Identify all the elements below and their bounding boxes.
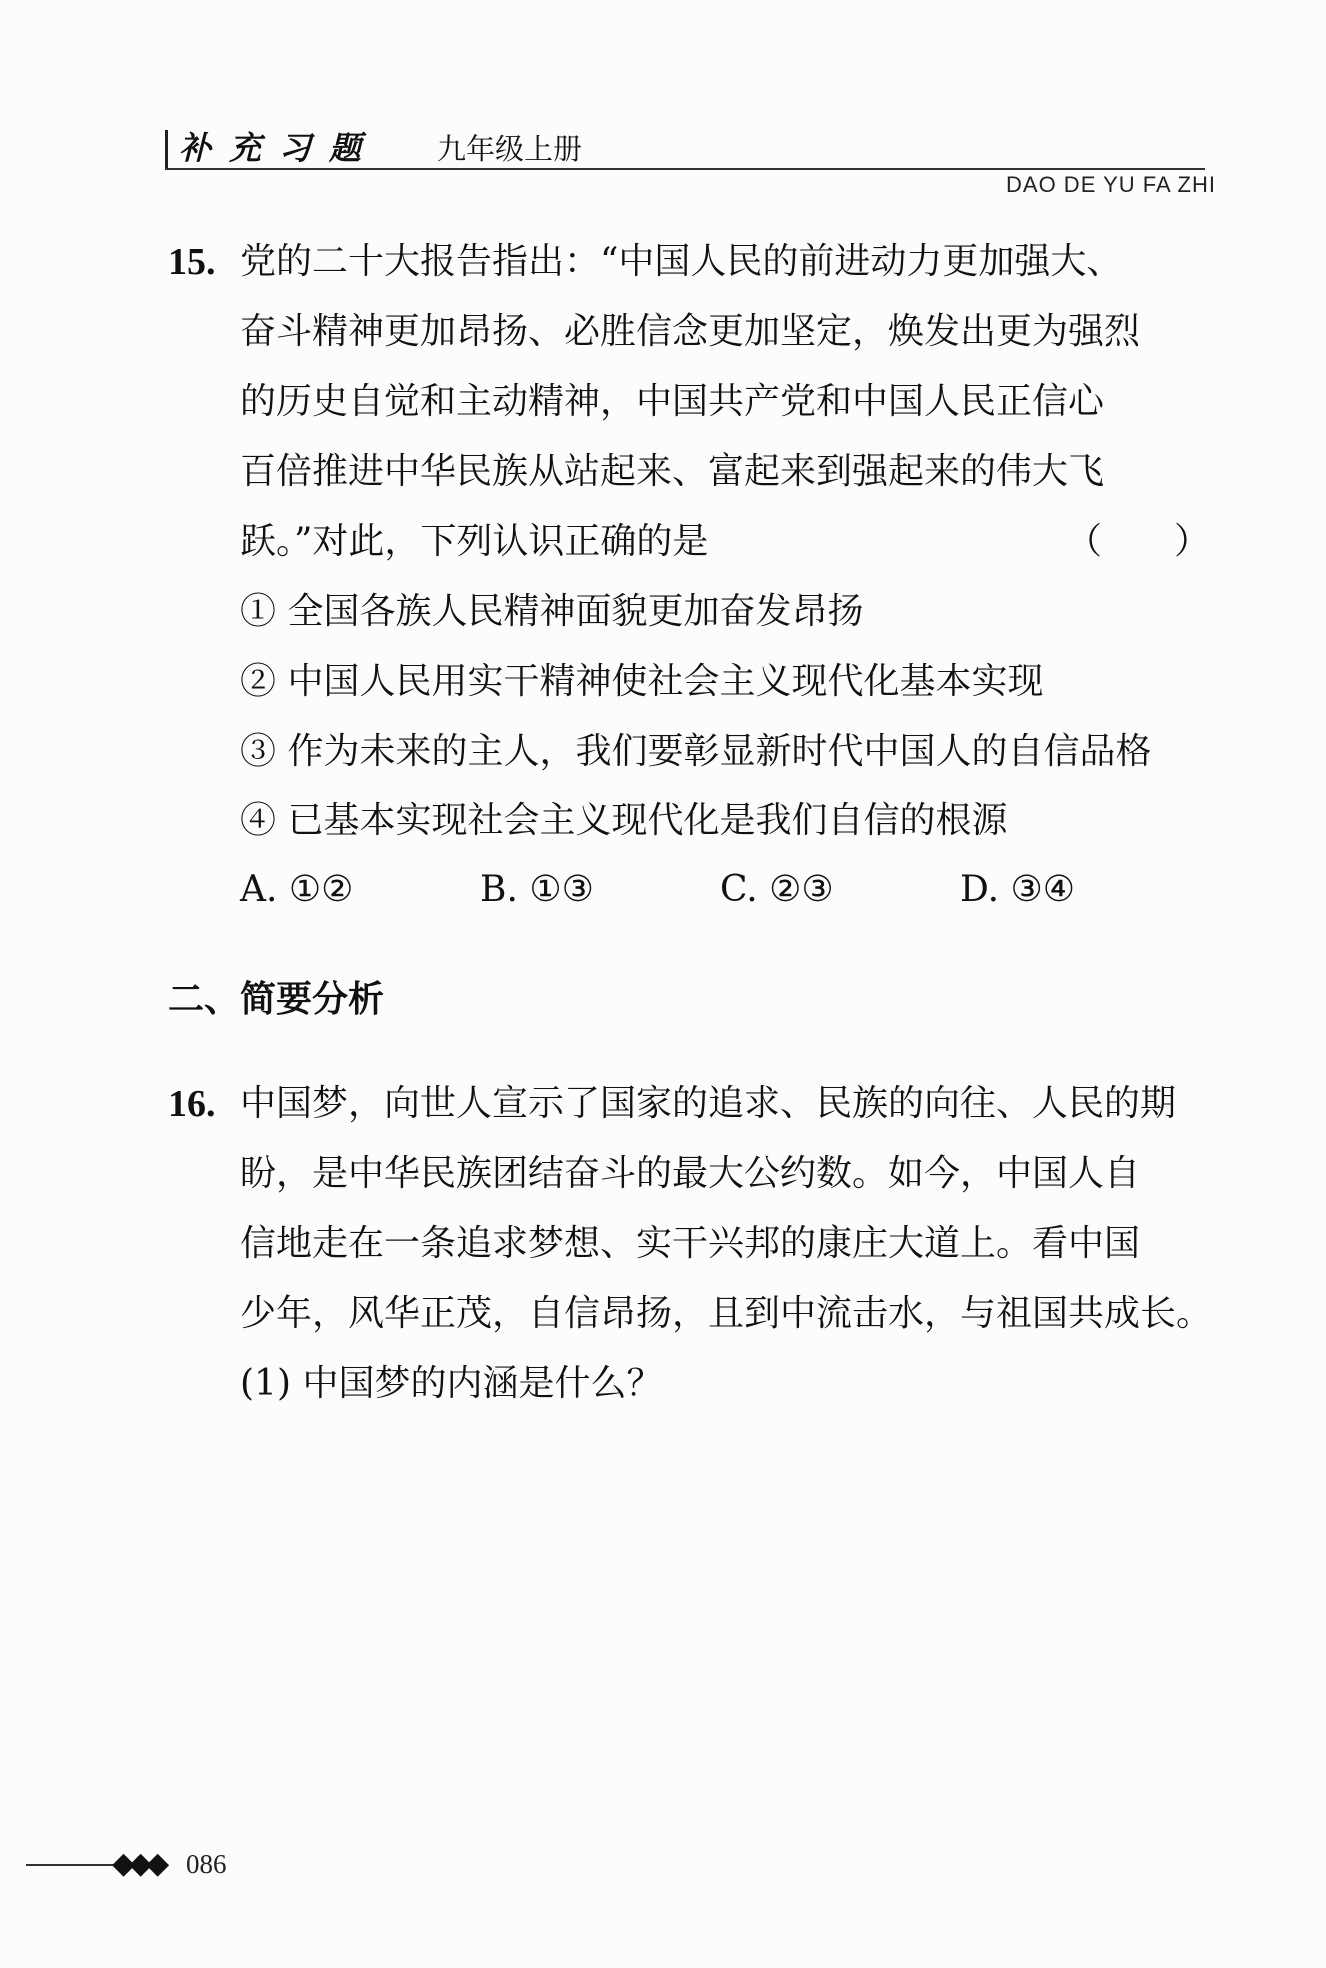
question-16-line-4: 少年，风华正茂，自信昂扬，且到中流击水，与祖国共成长。 [240,1293,1213,1334]
question-15-line-4: 百倍推进中华民族从站起来、富起来到强起来的伟大飞 [240,451,1105,492]
choice-b[interactable]: B. ①③ [480,869,594,910]
question-16-line-3: 信地走在一条追求梦想、实干兴邦的康庄大道上。看中国 [240,1223,1141,1264]
page-header [165,128,1205,170]
question-15-line-2: 奋斗精神更加昂扬、必胜信念更加坚定，焕发出更为强烈 [240,311,1141,352]
diamond-icon: ◆◆◆ [112,1846,164,1881]
footer-rule [26,1864,116,1866]
section-title: 二、简要分析 [168,979,385,1020]
question-15-number: 15. [168,241,216,283]
question-15-line-5: 跃。”对此，下列认识正确的是 [240,521,709,562]
choice-a[interactable]: A. ①② [240,869,354,910]
question-16-number: 16. [168,1083,216,1125]
book-logo: 补充习题 [179,129,380,167]
choice-c[interactable]: C. ②③ [720,869,834,910]
subject-pinyin: DAO DE YU FA ZHI [1006,172,1216,197]
header-left-bar [165,130,168,168]
statement-4: ④ 已基本实现社会主义现代化是我们自信的根源 [240,800,1008,841]
question-16-line-2: 盼，是中华民族团结奋斗的最大公约数。如今，中国人自 [240,1153,1141,1194]
grade-label: 九年级上册 [437,132,583,166]
answer-bracket[interactable]: （ ） [1065,521,1210,562]
question-15-line-3: 的历史自觉和主动精神，中国共产党和中国人民正信心 [240,381,1105,422]
choice-d[interactable]: D. ③④ [960,869,1076,910]
question-16-line-1: 中国梦，向世人宣示了国家的追求、民族的向往、人民的期 [240,1083,1177,1124]
question-16-sub-1: (1) 中国梦的内涵是什么？ [240,1363,663,1404]
page-number: 086 [186,1849,227,1879]
statement-2: ② 中国人民用实干精神使社会主义现代化基本实现 [240,661,1044,702]
header-rule [165,168,1205,170]
statement-3: ③ 作为未来的主人，我们要彰显新时代中国人的自信品格 [240,731,1152,772]
question-15-line-1: 党的二十大报告指出：“中国人民的前进动力更加强大、 [240,241,1123,282]
statement-1: ① 全国各族人民精神面貌更加奋发昂扬 [240,591,864,632]
